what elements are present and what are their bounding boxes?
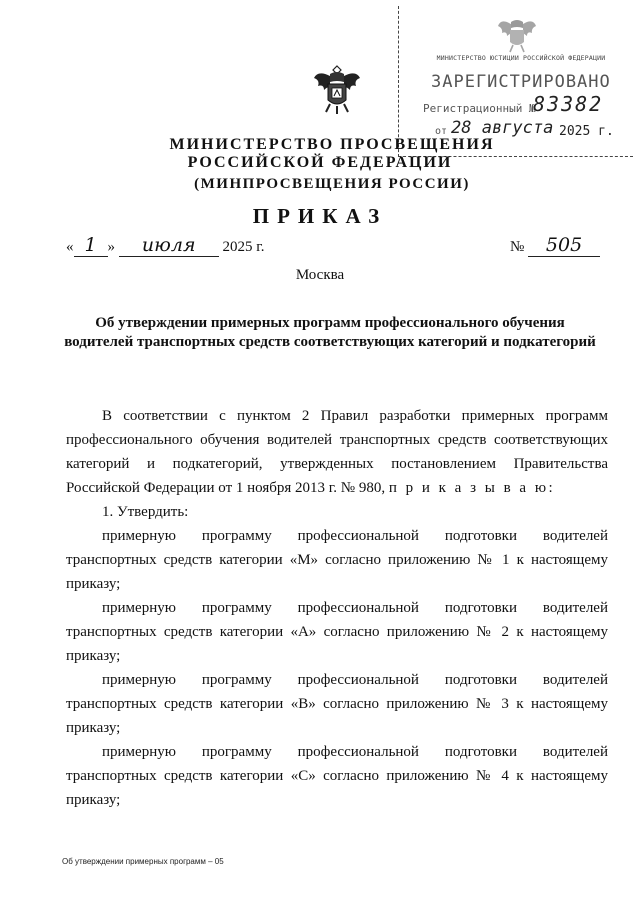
preamble-text: В соответствии с пунктом 2 Правил разработки примерных программ профессионального обучения водителей транспортных средств соответствующих категорий и подкатегорий, утвержденных постановлением Правительства Российской Федерации от 1 ноября 2013 г. № 980, <box>66 408 608 496</box>
number-value: 505 <box>528 234 600 257</box>
ministry-short-name: (МИНПРОСВЕЩЕНИЯ РОССИИ) <box>194 176 470 192</box>
preamble-paragraph <box>66 404 608 500</box>
list-item: примерную программу профессиональной подготовки водителей транспортных средств категории «C» согласно приложению № 4 к настоящему приказу; <box>66 744 608 808</box>
list-item: примерную программу профессиональной подготовки водителей транспортных средств категории «А» согласно приложению № 2 к настоящему приказу; <box>66 600 608 664</box>
coat-of-arms-icon <box>310 60 364 118</box>
ministry-name-line2: РОССИЙСКОЙ ФЕДЕРАЦИИ <box>187 154 453 171</box>
date-close-quote: » <box>107 239 115 255</box>
page-footer: Об утверждении примерных программ – 05 <box>62 857 224 866</box>
stamp-ministry-name: МИНИСТЕРСТВО ЮСТИЦИИ РОССИЙСКОЙ ФЕДЕРАЦИИ <box>436 54 606 62</box>
list-item: примерную программу профессиональной подготовки водителей транспортных средств категории «М» согласно приложению № 1 к настоящему приказу; <box>66 528 608 592</box>
document-type: ПРИКАЗ <box>252 204 388 228</box>
order-body <box>66 404 608 812</box>
date-year: 2025 г. <box>222 239 265 255</box>
item-1-heading: 1. Утвердить: <box>102 504 189 520</box>
stamp-registration-number: 83382 <box>533 92 604 116</box>
stamp-date-year: 2025 г. <box>559 124 614 139</box>
date-day: 1 <box>74 234 108 257</box>
order-title: Об утверждении примерных программ профессионального обучения водителей транспортных средств соответствующих категорий и подкатегорий <box>64 315 596 350</box>
stamp-emblem-icon <box>495 10 539 54</box>
city: Москва <box>295 267 345 283</box>
list-item: примерную программу профессиональной подготовки водителей транспортных средств категории «B» согласно приложению № 3 к настоящему приказу; <box>66 672 608 736</box>
stamp-date-prefix: от <box>435 126 448 137</box>
stamp-registered-label: ЗАРЕГИСТРИРОВАНО <box>431 72 611 92</box>
order-date <box>66 234 264 257</box>
order-verb: п р и к а з ы в а ю: <box>388 480 556 496</box>
registration-stamp <box>398 6 633 157</box>
date-open-quote: « <box>66 239 74 255</box>
number-label: № <box>510 239 525 255</box>
order-number <box>510 234 600 257</box>
date-month: июля <box>119 234 219 257</box>
stamp-registration-label: Регистрационный № <box>423 102 536 115</box>
stamp-date-handwritten: 28 августа <box>451 118 554 138</box>
ministry-name-line1: МИНИСТЕРСТВО ПРОСВЕЩЕНИЯ <box>169 136 495 153</box>
